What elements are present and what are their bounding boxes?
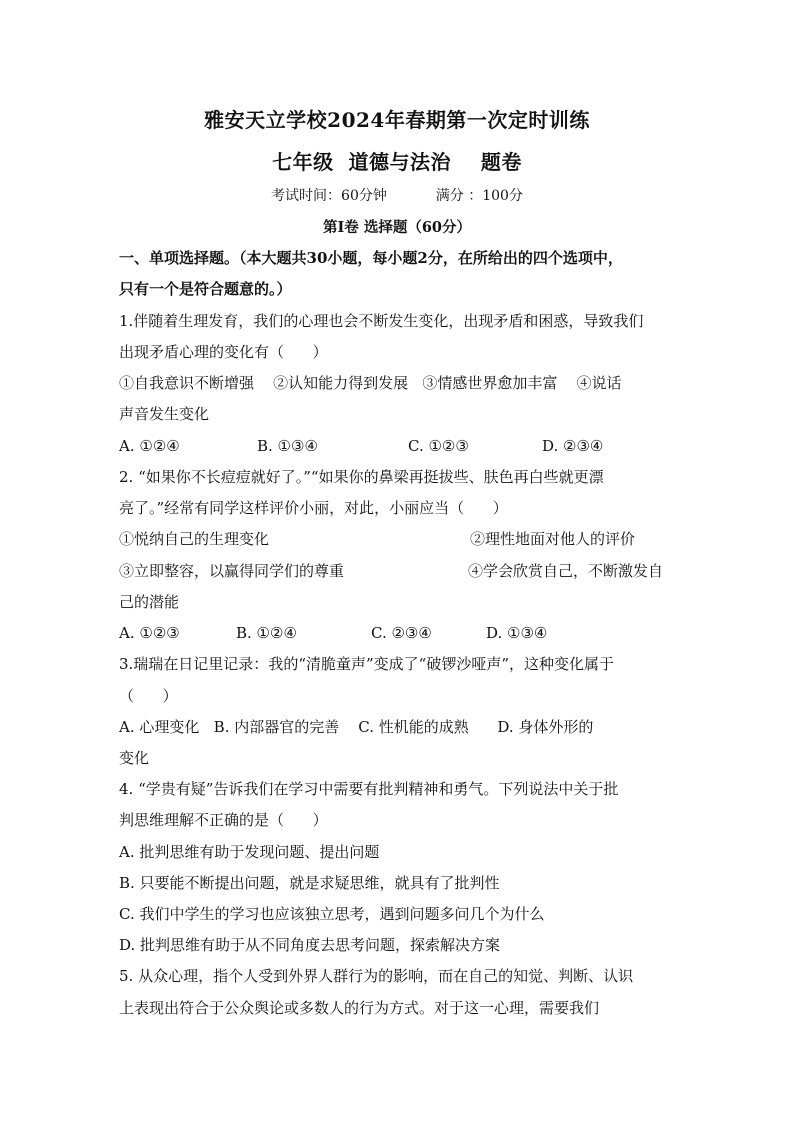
q1-items-cont: 声音发生变化 xyxy=(119,405,210,423)
q4-option-d: D. 批判思维有助于从不同角度去思考问题，探索解决方案 xyxy=(119,936,501,954)
q5-stem-cont: 上表现出符合于公众舆论或多数人的行为方式。对于这一心理，需要我们 xyxy=(119,999,600,1017)
q1-option-d: D. ②③④ xyxy=(542,437,604,455)
section-instruction-cont: 只有一个是符合题意的。） xyxy=(119,280,292,298)
q4-option-a: A. 批判思维有助于发现问题、提出问题 xyxy=(119,843,380,861)
q3-options: A. 心理变化 B. 内部器官的完善 C. 性机能的成熟 D. 身体外形的 xyxy=(119,718,594,736)
exam-subtitle: 七年级 道德与法治 题卷 xyxy=(272,150,522,174)
q5-stem: 5. 从众心理，指个人受到外界人群行为的影响，而在自己的知觉、判断、认识 xyxy=(119,967,634,985)
volume-title: 第Ⅰ卷 选择题（60分） xyxy=(322,219,471,236)
q2-item-4: ④学会欣赏自己，不断激发自 xyxy=(468,562,664,580)
q2-item-4-cont: 己的潜能 xyxy=(119,593,180,611)
q4-stem: 4. “学贵有疑”告诉我们在学习中需要有批判精神和勇气。下列说法中关于批 xyxy=(119,780,619,798)
q2-stem-cont: 亮了。”经常有同学这样评价小丽，对此，小丽应当（ ） xyxy=(119,499,508,517)
q2-item-3: ③立即整容，以赢得同学们的尊重 xyxy=(119,562,345,580)
q2-option-c: C. ②③④ xyxy=(371,624,432,642)
q2-option-d: D. ①③④ xyxy=(486,624,548,642)
q3-stem: 3.瑞瑞在日记里记录：我的“清脆童声”变成了“破锣沙哑声”，这种变化属于 xyxy=(119,655,614,673)
exam-title: 雅安天立学校2024年春期第一次定时训练 xyxy=(204,108,590,132)
exam-meta xyxy=(0,185,794,205)
q1-option-a: A. ①②④ xyxy=(119,437,180,455)
q4-option-b: B. 只要能不断提出问题，就是求疑思维，就具有了批判性 xyxy=(119,874,500,892)
q1-items: ①自我意识不断增强 ②认知能力得到发展 ③情感世界愈加丰富 ④说话 xyxy=(119,374,622,392)
q1-option-b: B. ①③④ xyxy=(257,437,318,455)
q2-option-b: B. ①②④ xyxy=(236,624,297,642)
q3-options-cont: 变化 xyxy=(119,749,150,767)
exam-time: 考试时间：60分钟 xyxy=(271,188,387,204)
section-instruction: 一、单项选择题。（本大题共30小题，每小题2分，在所给出的四个选项中， xyxy=(119,249,623,267)
q1-stem-cont: 出现矛盾心理的变化有（ ） xyxy=(119,343,328,361)
q1-option-c: C. ①②③ xyxy=(408,437,469,455)
q2-item-1: ①悦纳自己的生理变化 xyxy=(119,530,270,548)
q2-item-2: ②理性地面对他人的评价 xyxy=(470,530,636,548)
q4-option-c: C. 我们中学生的学习也应该独立思考，遇到问题多问几个为什么 xyxy=(119,905,545,923)
q2-option-a: A. ①②③ xyxy=(119,624,180,642)
q2-stem: 2. “如果你不长痘痘就好了。”“如果你的鼻梁再挺拔些、肤色再白些就更漂 xyxy=(119,468,604,486)
full-score: 满分 ：100分 xyxy=(435,188,523,204)
q4-stem-cont: 判思维理解不正确的是（ ） xyxy=(119,811,328,829)
q3-stem-cont: （ ） xyxy=(119,687,178,705)
q1-stem: 1.伴随着生理发育，我们的心理也会不断发生变化，出现矛盾和困惑，导致我们 xyxy=(119,312,644,330)
